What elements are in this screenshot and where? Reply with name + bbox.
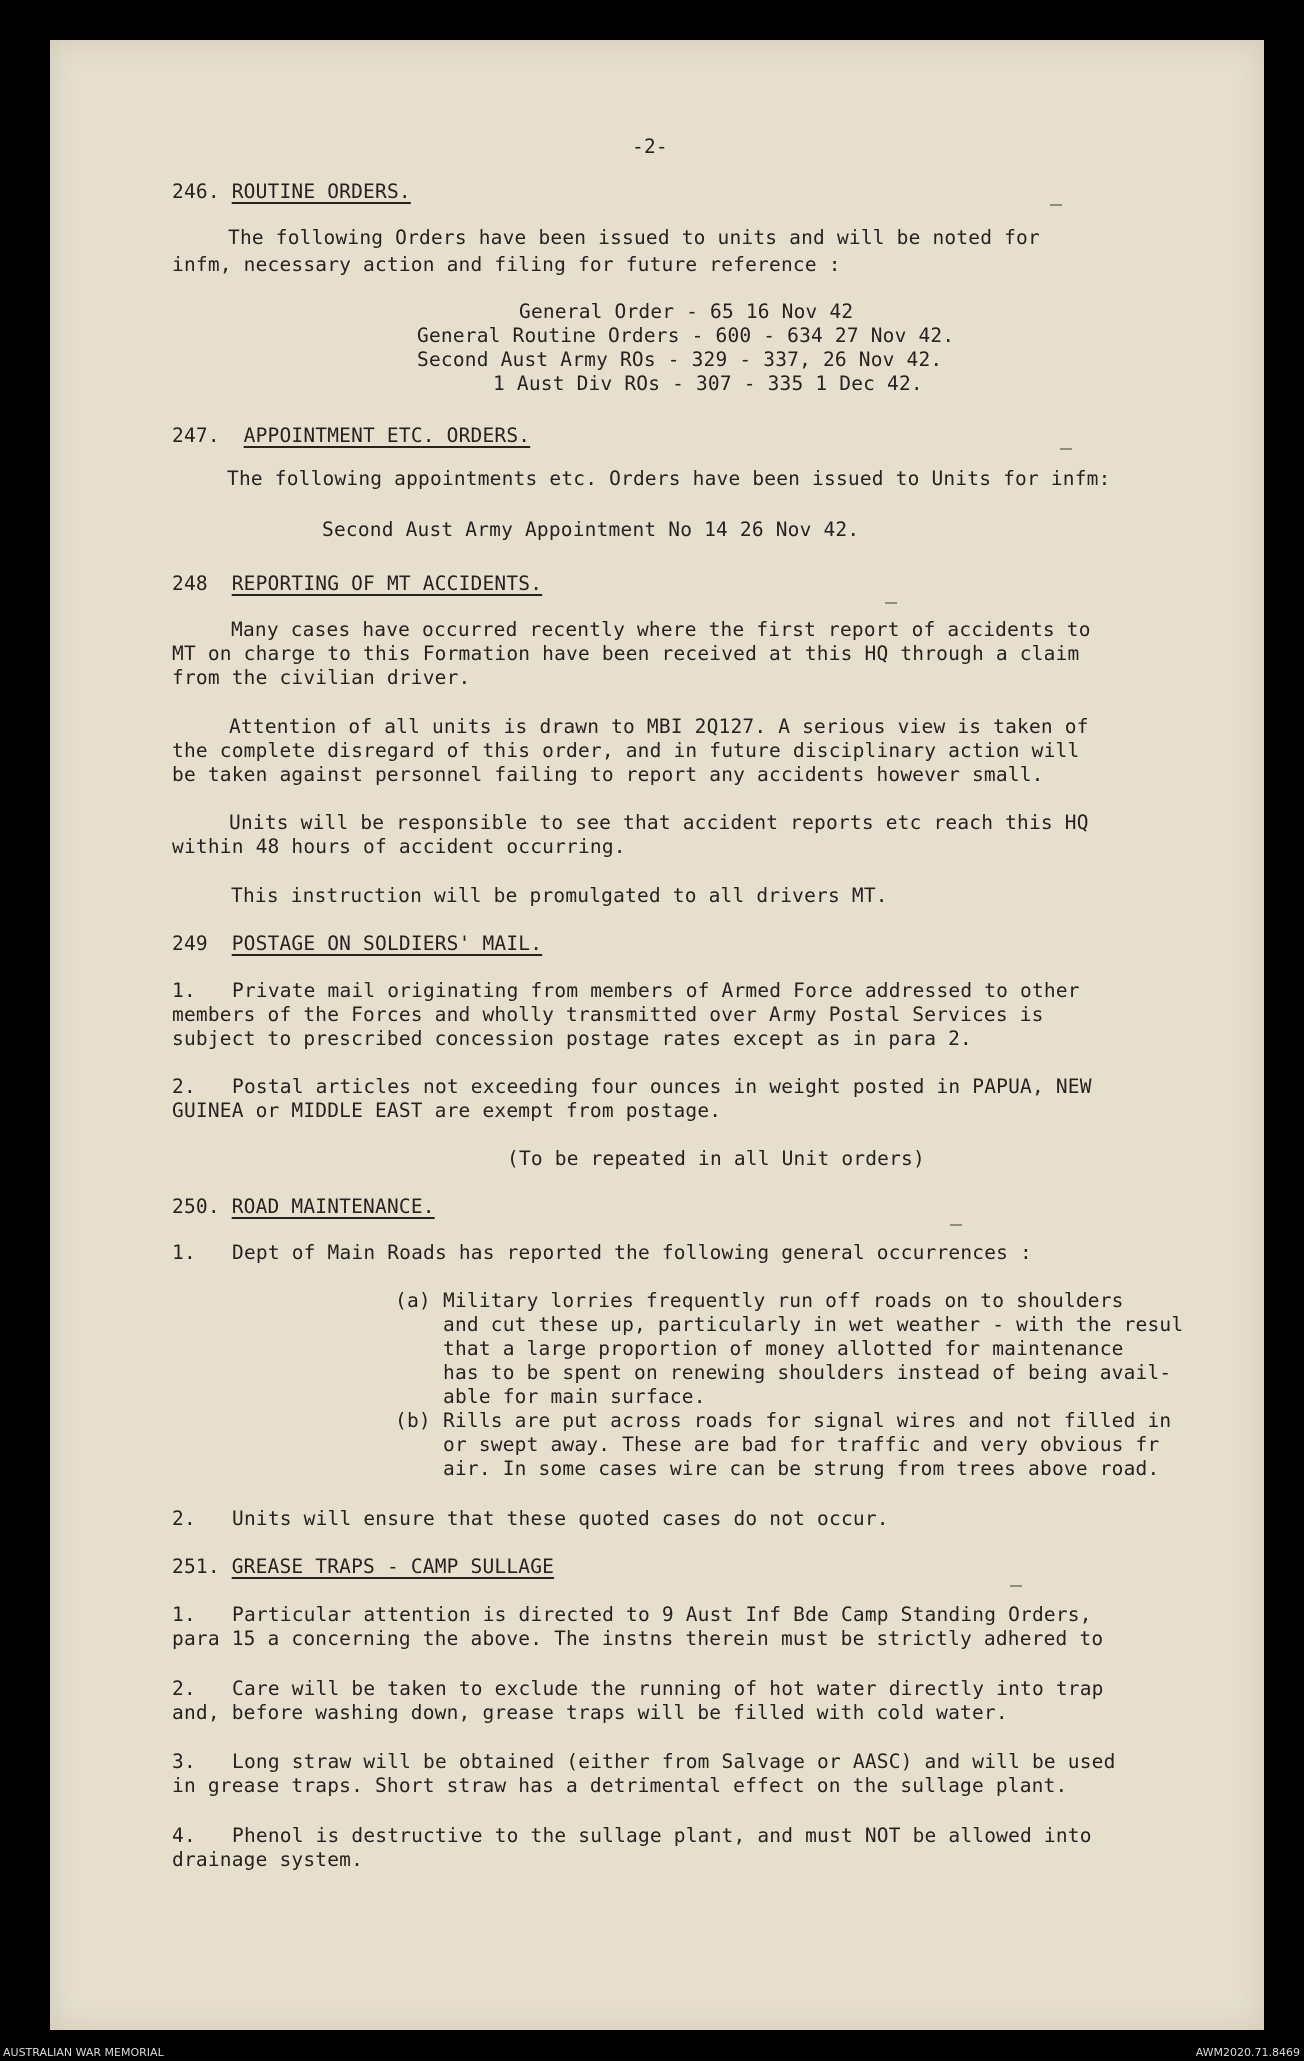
section-246-order-4: 1 Aust Div ROs - 307 - 335 1 Dec 42. — [493, 372, 923, 395]
section-251-p2-line-1 — [172, 1677, 1104, 1701]
page-number: -2- — [632, 135, 668, 158]
section-246-intro-line-2: infm, necessary action and filing for future reference : — [172, 253, 841, 276]
section-250-item-b-line-2: or swept away. These are bad for traffic and very obvious fr — [443, 1433, 1160, 1456]
paragraph-text: Dept of Main Roads has reported the following general occurrences : — [232, 1241, 1032, 1264]
section-number: 250. — [172, 1195, 220, 1218]
paragraph-text: Private mail originating from members of Armed Force addressed to other — [232, 979, 1080, 1002]
section-title: POSTAGE ON SOLDIERS' MAIL. — [231, 932, 543, 955]
paragraph-text: Postal articles not exceeding four ounces in weight posted in PAPUA, NEW — [232, 1075, 1092, 1098]
section-249-p2-line-2: GUINEA or MIDDLE EAST are exempt from postage. — [172, 1099, 722, 1122]
item-label: (b) — [395, 1409, 431, 1432]
paragraph-text: Long straw will be obtained (either from Salvage or AASC) and will be used — [232, 1750, 1116, 1773]
paragraph-text: Care will be taken to exclude the running of hot water directly into trap — [232, 1677, 1104, 1700]
section-number: 248 — [172, 572, 208, 595]
section-246-intro-line-1: The following Orders have been issued to units and will be noted for — [228, 226, 1040, 249]
section-title: APPOINTMENT ETC. ORDERS. — [243, 424, 531, 447]
item-label: (a) — [395, 1289, 431, 1312]
paragraph-number: 1. — [172, 979, 196, 1002]
section-248-heading — [172, 572, 542, 596]
section-number: 251. — [172, 1555, 220, 1578]
section-249-note: (To be repeated in all Unit orders) — [507, 1147, 925, 1170]
section-251-p2-line-2: and, before washing down, grease traps will be filled with cold water. — [172, 1701, 1008, 1724]
section-246-order-3: Second Aust Army ROs - 329 - 337, 26 Nov 42. — [417, 348, 943, 371]
section-246-heading — [172, 180, 411, 204]
document-page — [50, 40, 1264, 2030]
section-247-intro: The following appointments etc. Orders have been issued to Units for infm: — [227, 467, 1111, 490]
paragraph-number: 2. — [172, 1677, 196, 1700]
section-251-p4-line-2: drainage system. — [172, 1848, 364, 1871]
section-251-p1-line-1 — [172, 1603, 1092, 1627]
stray-mark — [1050, 204, 1062, 206]
section-249-p1-line-3: subject to prescribed concession postage rates except as in para 2. — [172, 1027, 972, 1050]
section-250-item-b-line-3: air. In some cases wire can be strung from trees above road. — [443, 1457, 1160, 1480]
footer-reference: AWM2020.71.8469 — [1195, 2046, 1300, 2059]
section-248-p1-line-1: Many cases have occurred recently where the first report of accidents to — [231, 618, 1091, 641]
paragraph-text: Units will ensure that these quoted cases do not occur. — [232, 1507, 889, 1530]
stray-mark — [950, 1224, 962, 1226]
paragraph-number: 3. — [172, 1750, 196, 1773]
section-248-p2-line-2: the complete disregard of this order, and in future disciplinary action will — [172, 739, 1080, 762]
paragraph-number: 2. — [172, 1507, 196, 1530]
item-text: Military lorries frequently run off roads on to shoulders — [443, 1289, 1124, 1312]
section-title: ROUTINE ORDERS. — [231, 180, 411, 203]
section-249-heading — [172, 932, 542, 956]
section-251-p3-line-2: in grease traps. Short straw has a detrimental effect on the sullage plant. — [172, 1774, 1068, 1797]
section-250-p1 — [172, 1241, 1032, 1265]
section-250-item-b-line-1 — [395, 1409, 1171, 1433]
section-248-p3-line-2: within 48 hours of accident occurring. — [172, 835, 626, 858]
footer-institution: AUSTRALIAN WAR MEMORIAL — [3, 2046, 164, 2059]
section-246-order-2: General Routine Orders - 600 - 634 27 Nov 42. — [417, 324, 955, 347]
section-250-item-a-line-3: that a large proportion of money allotted for maintenance — [443, 1337, 1124, 1360]
paragraph-number: 4. — [172, 1824, 196, 1847]
item-text: Rills are put across roads for signal wires and not filled in — [443, 1409, 1172, 1432]
section-250-item-a-line-2: and cut these up, particularly in wet weather - with the resul — [443, 1313, 1184, 1336]
section-number: 249 — [172, 932, 208, 955]
paragraph-number: 1. — [172, 1603, 196, 1626]
section-249-p1-line-2: members of the Forces and wholly transmitted over Army Postal Services is — [172, 1003, 1044, 1026]
section-247-order: Second Aust Army Appointment No 14 26 Nov 42. — [322, 518, 860, 541]
section-250-heading — [172, 1195, 435, 1219]
section-249-p1-line-1 — [172, 979, 1080, 1003]
section-250-p2 — [172, 1507, 889, 1531]
paragraph-text: Particular attention is directed to 9 Aust Inf Bde Camp Standing Orders, — [232, 1603, 1092, 1626]
paragraph-number: 1. — [172, 1241, 196, 1264]
section-248-p4: This instruction will be promulgated to all drivers MT. — [231, 884, 888, 907]
section-number: 247. — [172, 424, 220, 447]
section-247-heading — [172, 424, 530, 448]
section-title: GREASE TRAPS - CAMP SULLAGE — [231, 1555, 555, 1578]
stray-mark — [1060, 448, 1072, 450]
section-251-p1-line-2: para 15 a concerning the above. The instns therein must be strictly adhered to — [172, 1627, 1104, 1650]
section-251-p4-line-1 — [172, 1824, 1092, 1848]
paragraph-text: Phenol is destructive to the sullage plant, and must NOT be allowed into — [232, 1824, 1092, 1847]
section-251-p3-line-1 — [172, 1750, 1116, 1774]
section-248-p3-line-1: Units will be responsible to see that accident reports etc reach this HQ — [229, 811, 1089, 834]
section-249-p2-line-1 — [172, 1075, 1092, 1099]
section-250-item-a-line-5: able for main surface. — [443, 1385, 706, 1408]
section-248-p1-line-2: MT on charge to this Formation have been received at this HQ through a claim — [172, 642, 1080, 665]
stray-mark — [1010, 1585, 1022, 1587]
section-250-item-a-line-4: has to be spent on renewing shoulders instead of being avail- — [443, 1361, 1172, 1384]
paragraph-number: 2. — [172, 1075, 196, 1098]
section-number: 246. — [172, 180, 220, 203]
section-248-p2-line-3: be taken against personnel failing to report any accidents however small. — [172, 763, 1044, 786]
section-250-item-a-line-1 — [395, 1289, 1124, 1313]
section-246-order-1: General Order - 65 16 Nov 42 — [519, 300, 854, 323]
stray-mark — [885, 602, 897, 604]
section-248-p1-line-3: from the civilian driver. — [172, 666, 471, 689]
section-title: REPORTING OF MT ACCIDENTS. — [231, 572, 543, 595]
section-248-p2-line-1: Attention of all units is drawn to MBI 2Q127. A serious view is taken of — [229, 715, 1089, 738]
section-251-heading — [172, 1555, 554, 1579]
section-title: ROAD MAINTENANCE. — [231, 1195, 435, 1218]
